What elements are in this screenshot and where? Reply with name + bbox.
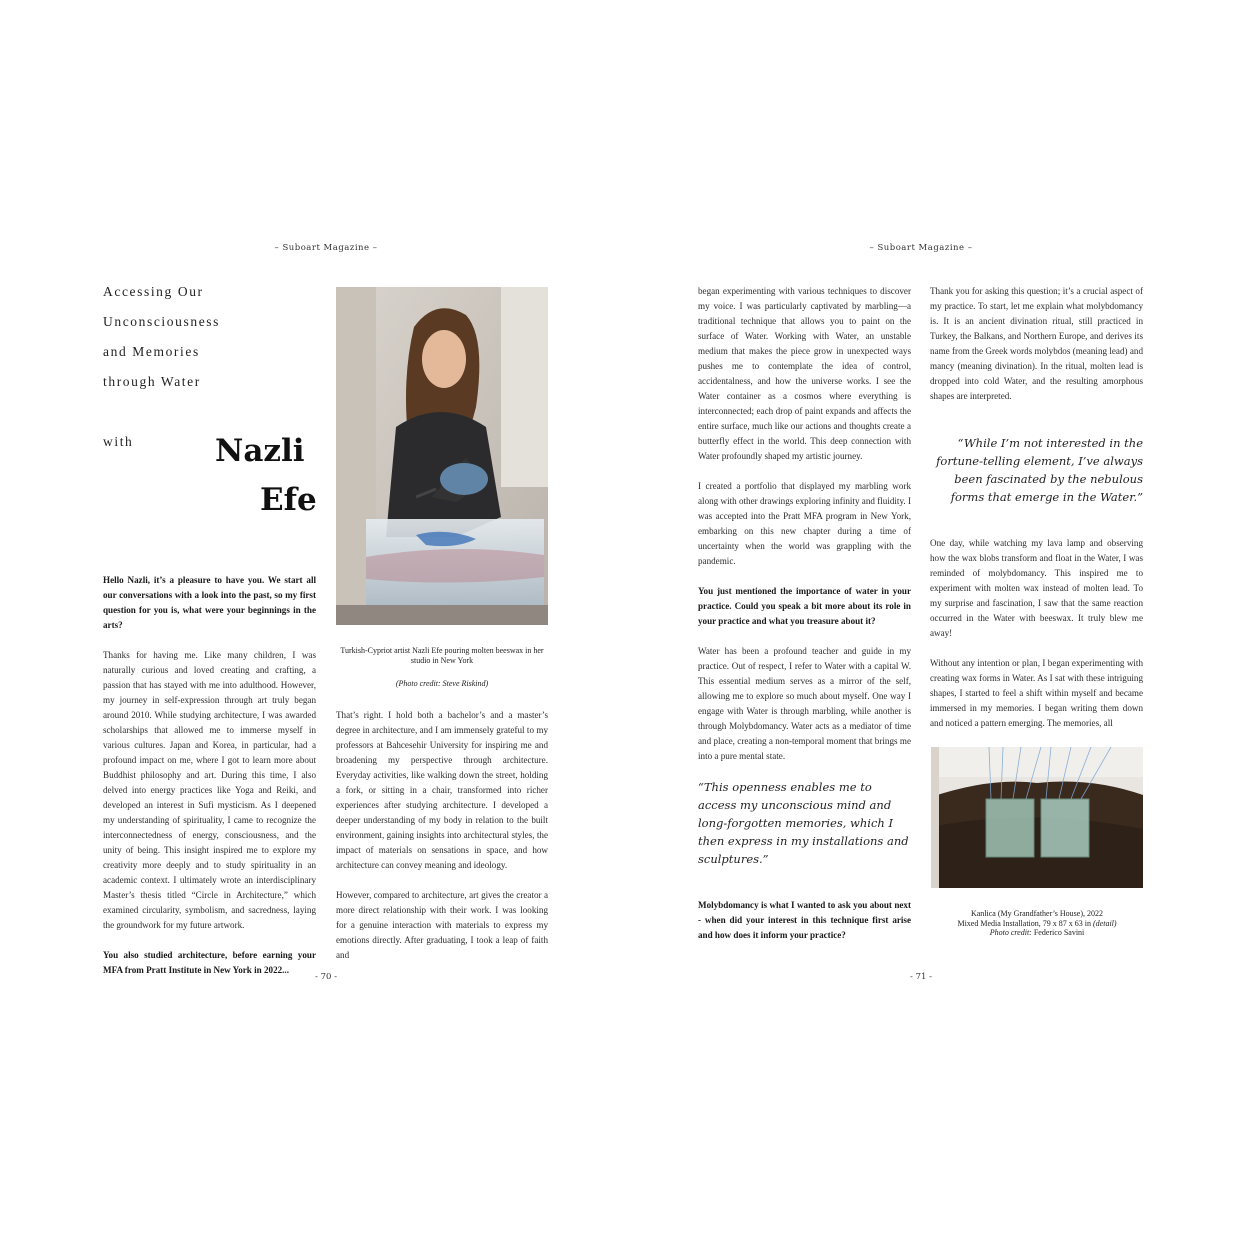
artist-last-name: Efe bbox=[260, 482, 317, 518]
title-line: and Memories bbox=[103, 344, 200, 359]
right-running-header: – Suboart Magazine – bbox=[869, 243, 973, 253]
interview-answer: began experimenting with various techniques to discover my voice. I was particularly captivated by marbling—a traditional technique that allows you to paint on the surface of Water. Working with Water, an unstable medium that makes the piece grow in unexpected ways pushes me to contemplate the idea of control, accidentalness, and how the universe works. I see the Water container as a cosmos where everything is interconnected; each drop of paint expands and affects the entire surface, much like our actions and thoughts create a butterfly effect in the world. This deep connection with Water profoundly shaped my artistic journey. bbox=[698, 286, 911, 461]
interview-answer: However, compared to architecture, art gives the creator a more direct relationship with their work. I was looking for a genuine interaction with materials to express my emotions directly. After graduating, I took a leap of faith and bbox=[336, 890, 548, 960]
column-1 bbox=[103, 573, 316, 993]
interview-answer: Thank you for asking this question; it’s a crucial aspect of my practice. To start, let me explain what molybdomancy is. It is an ancient divination ritual, still practiced in Turkey, the Balkans, and Northern Europe, and derives its name from the Greek words molybdos (meaning lead) and mancy (meaning divination). In the ritual, molten lead is dropped into cold Water, and the resulting amorphous shapes are interpreted. bbox=[930, 286, 1143, 401]
pull-quote-2: “While I’m not interested in the fortune-telling element, I’ve always been fascinated by the nebulous forms that emerge in the Water.” bbox=[936, 436, 1143, 504]
artwork-caption bbox=[931, 909, 1143, 938]
column-4 bbox=[930, 284, 1143, 419]
artist-photo-illustration bbox=[336, 287, 548, 625]
artist-first-name: Nazli bbox=[215, 433, 305, 469]
artwork-credit bbox=[931, 928, 1143, 938]
interview-answer: That’s right. I hold both a bachelor’s and a master’s degree in architecture, and I am immensely grateful to my professors at Bahcesehir University for inspiring me and broadening my perspective through architecture. Everyday activities, like walking down the street, holding a fork, or sitting in a chair, transformed into richer experiences after studying architecture. I developed a deeper understanding of my body in relation to the built environment, gaining insights into architectural styles, the impact of materials on sensations in space, and how architecture can convey meaning and ideology. bbox=[336, 710, 548, 870]
interview-question: You also studied architecture, before earning your MFA from Pratt Institute in New York in 2022... bbox=[103, 950, 316, 975]
artwork-photo-illustration bbox=[931, 747, 1143, 888]
artwork-photo bbox=[931, 747, 1143, 888]
interview-answer: I created a portfolio that displayed my marbling work along with other drawings exploring infinity and fluidity. I was accepted into the Pratt MFA program in New York, embarking on this new chapter during a time of uncertainty when the world was grappling with the pandemic. bbox=[698, 481, 911, 566]
interview-answer: Water has been a profound teacher and guide in my practice. Out of respect, I refer to Water with a capital W. This essential medium serves as a mirror of the self, allowing me to explore so much about myself. One way I engage with Water is through marbling, while another is through Molybdomancy. Water acts as a mediator of time and place, creating a non-temporal moment that brings me into a pure mental state. bbox=[698, 646, 911, 761]
artist-photo bbox=[336, 287, 548, 625]
interview-answer: Thanks for having me. Like many children, I was naturally curious and loved creating and crafting, a passion that has stayed with me into adulthood. However, my journey in self-expression through art truly began around 2010. While studying architecture, I was awarded scholarships that allowed me to immerse myself in various cultures. Japan and Korea, in particular, had a profound impact on me, where I got to learn more about Buddhist philosophy and art. During this time, I also delved into energy practices like Yoga and Reiki, and developed an interest in Sufi mysticism. As I deepened my understanding of spirituality, I came to recognize the interconnectedness of energy, consciousness, and the unity of being. This insight inspired me to explore my creativity more deeply and to study spirituality in an academic context. I ultimately wrote an interdisciplinary Master’s thesis titled “Circle in Architecture,” which examined circularity, symbolism, and sacredness, laying the groundwork for my future artwork. bbox=[103, 650, 316, 930]
artwork-credit-name: Federico Savini bbox=[1033, 928, 1085, 937]
right-page-number: - 71 - bbox=[910, 972, 932, 982]
interview-question: Molybdomancy is what I wanted to ask you about next - when did your interest in this technique first arise and how does it inform your practice? bbox=[698, 900, 911, 940]
interview-answer: Without any intention or plan, I began experimenting with creating wax forms in Water. As I sat with these intriguing shapes, I started to feel a shift within myself and became immersed in my memories. I began writing them down and noticed a pattern emerging. The memories, all bbox=[930, 658, 1143, 728]
title-line: Accessing Our bbox=[103, 284, 204, 299]
photo-credit: (Photo credit: Steve Riskind) bbox=[395, 679, 489, 688]
column-3-bottom bbox=[698, 898, 911, 958]
photo-caption: Turkish-Cypriot artist Nazli Efe pouring molten beeswax in her studio in New York bbox=[340, 646, 544, 665]
with-label: with bbox=[103, 434, 134, 449]
title-line: Unconsciousness bbox=[103, 314, 220, 329]
article-title bbox=[103, 277, 303, 397]
interview-answer: One day, while watching my lava lamp and observing how the wax blobs transform and float in the Water, I was reminded of molybdomancy. This inspired me to experiment with molten wax instead of molten lead. To my surprise and fascination, I saw that the same reaction occurred in the Water with beeswax. It truly blew me away! bbox=[930, 538, 1143, 638]
left-running-header: – Suboart Magazine – bbox=[274, 243, 378, 253]
column-3 bbox=[698, 284, 911, 779]
artwork-medium-text: Mixed Media Installation, 79 x 87 x 63 in bbox=[957, 918, 1091, 928]
artwork-credit-label: Photo credit: bbox=[989, 928, 1032, 937]
column-4-bottom bbox=[930, 536, 1143, 746]
title-line: through Water bbox=[103, 374, 201, 389]
artwork-medium bbox=[931, 919, 1143, 929]
pull-quote-1: “This openness enables me to access my unconscious mind and long-forgotten memories, which I then express in my installations and sculptures.” bbox=[698, 780, 909, 866]
artwork-title: Kanlica (My Grandfather’s House), 2022 bbox=[970, 909, 1104, 918]
interview-question: Hello Nazli, it’s a pleasure to have you. We start all our conversations with a look into the past, so my first question for you is, what were your beginnings in the arts? bbox=[103, 575, 316, 630]
interview-question: You just mentioned the importance of water in your practice. Could you speak a bit more about its role in your practice and what you treasure about it? bbox=[698, 586, 911, 626]
left-page-number: - 70 - bbox=[315, 972, 337, 982]
artwork-detail: (detail) bbox=[1093, 918, 1117, 928]
column-2 bbox=[336, 708, 548, 978]
